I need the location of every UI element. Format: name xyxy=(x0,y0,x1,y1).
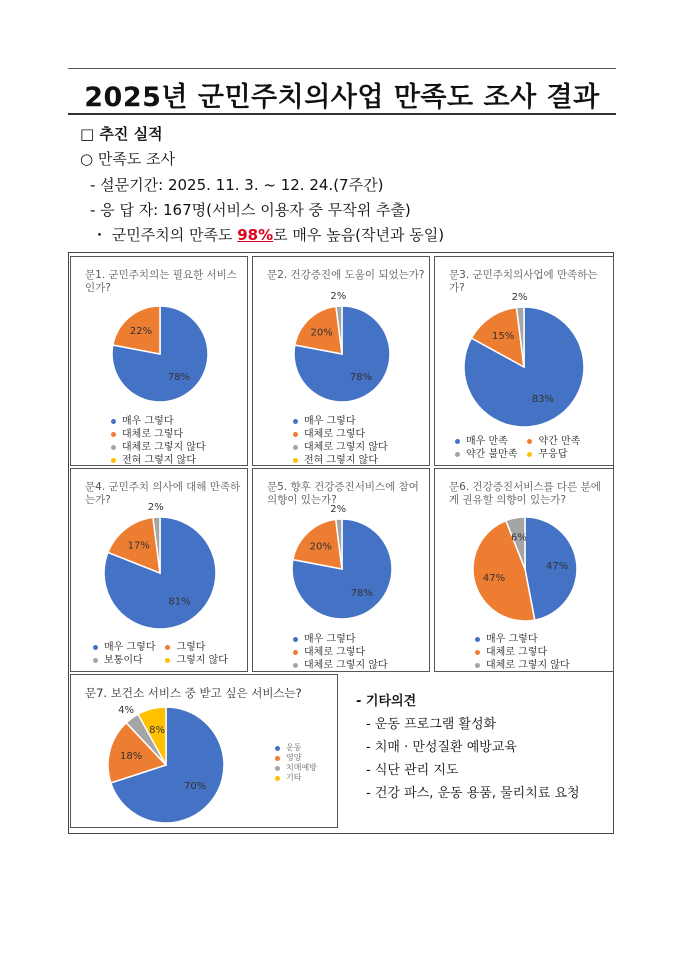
legend-item xyxy=(293,633,388,646)
legend-swatch xyxy=(475,637,480,642)
chart-cell-4 xyxy=(70,468,248,672)
legend-label: 약간 불만족 xyxy=(466,449,518,460)
legend-item xyxy=(475,659,570,672)
legend-label: 대체로 그렇지 않다 xyxy=(304,660,388,671)
legend-swatch xyxy=(275,746,280,751)
opinion-item: - 운동 프로그램 활성화 xyxy=(366,717,497,732)
legend-swatch xyxy=(293,419,298,424)
pie-data-label: 47% xyxy=(482,572,506,584)
legend-item xyxy=(475,646,570,659)
chart-title: 문4. 군민주치 의사에 대해 만족하는가? xyxy=(85,481,241,506)
legend-item xyxy=(111,428,206,441)
title-bar xyxy=(68,68,616,115)
summary-pre: ・ 군민주치의 만족도 xyxy=(92,226,238,244)
legend-swatch xyxy=(293,650,298,655)
pie-data-label: 15% xyxy=(491,331,515,343)
legend-item xyxy=(293,428,388,441)
chart-cell-2 xyxy=(252,256,430,466)
opinions-title: - 기타의견 xyxy=(356,694,417,709)
legend-label: 운동 xyxy=(286,743,302,752)
legend-label: 그렇다 xyxy=(176,642,206,653)
pie-data-label: 78% xyxy=(350,587,373,599)
legend-item xyxy=(475,633,570,646)
legend-item xyxy=(293,646,388,659)
summary-line xyxy=(92,224,444,245)
survey-period: - 설문기간: 2025. 11. 3. ~ 12. 24.(7주간) xyxy=(90,176,384,194)
legend-label: 대체로 그렇지 않다 xyxy=(486,660,570,671)
legend-label: 전혀 그렇지 않다 xyxy=(122,455,196,466)
legend-swatch xyxy=(93,658,98,663)
pie-data-label: 83% xyxy=(531,394,555,406)
legend-swatch xyxy=(455,439,460,444)
legend-swatch xyxy=(293,637,298,642)
chart-cell-3 xyxy=(434,256,614,466)
legend-swatch xyxy=(275,776,280,781)
legend-swatch xyxy=(111,432,116,437)
legend-swatch xyxy=(475,663,480,668)
legend-item xyxy=(527,448,580,461)
opinion-item: - 식단 관리 지도 xyxy=(366,763,459,778)
legend-label: 매우 그렇다 xyxy=(304,416,356,427)
pie-data-label: 6% xyxy=(511,532,527,544)
pie-data-label: 81% xyxy=(168,596,191,608)
legend-label: 매우 그렇다 xyxy=(122,416,174,427)
legend-swatch xyxy=(275,756,280,761)
legend-label: 매우 그렇다 xyxy=(104,642,156,653)
chart-title: 문5. 향후 건강증진서비스에 참여 의향이 있는가? xyxy=(267,481,419,506)
pie-data-label: 2% xyxy=(330,291,347,303)
section-heading: □ 추진 실적 xyxy=(80,125,163,143)
legend-swatch xyxy=(165,658,170,663)
legend-swatch xyxy=(455,452,460,457)
pie-data-label: 4% xyxy=(118,704,134,716)
chart-cell-7 xyxy=(70,674,338,828)
legend-item xyxy=(275,763,317,773)
legend-item xyxy=(111,415,206,428)
legend-item xyxy=(93,654,155,667)
page-title: 2025년 군민주치의사업 만족도 조사 결과 xyxy=(84,82,600,113)
pie-data-label: 2% xyxy=(147,502,164,514)
pie-data-label: 2% xyxy=(511,292,528,304)
pie-data-label: 20% xyxy=(309,541,332,553)
legend-swatch xyxy=(111,458,116,463)
respondents: - 응 답 자: 167명(서비스 이용자 중 무작위 추출) xyxy=(90,201,411,219)
legend-item xyxy=(527,435,580,448)
legend-item xyxy=(165,654,227,667)
legend-label: 약간 만족 xyxy=(538,436,581,447)
legend-item xyxy=(293,454,388,466)
legend-swatch xyxy=(93,645,98,650)
pie-data-label: 78% xyxy=(167,371,191,383)
legend-swatch xyxy=(475,650,480,655)
pie-data-label: 17% xyxy=(127,540,150,552)
legend-item xyxy=(111,454,206,466)
legend-label: 매우 그렇다 xyxy=(304,634,356,645)
legend-swatch xyxy=(293,445,298,450)
summary-highlight: 98% xyxy=(237,226,274,244)
chart-cell-6 xyxy=(434,468,614,672)
legend-item xyxy=(275,773,317,783)
chart-cell-1 xyxy=(70,256,248,466)
legend-label: 대체로 그렇다 xyxy=(486,647,548,658)
opinion-item: - 치매 · 만성질환 예방교육 xyxy=(366,740,517,755)
pie-data-label: 8% xyxy=(149,725,165,737)
legend-label: 치매예방 xyxy=(286,763,317,772)
legend-item xyxy=(455,448,517,461)
legend-swatch xyxy=(293,432,298,437)
pie-data-label: 18% xyxy=(120,751,143,763)
pie-data-label: 47% xyxy=(545,560,569,572)
pie-data-label: 22% xyxy=(129,326,153,338)
legend-label: 무응답 xyxy=(538,449,568,460)
legend-swatch xyxy=(527,452,532,457)
pie-data-label: 2% xyxy=(330,504,347,516)
legend-item xyxy=(93,641,155,654)
legend-item xyxy=(293,415,388,428)
legend-swatch xyxy=(165,645,170,650)
legend-swatch xyxy=(293,663,298,668)
legend-item xyxy=(275,743,317,753)
legend-label: 전혀 그렇지 않다 xyxy=(304,455,378,466)
legend-swatch xyxy=(111,445,116,450)
legend-item xyxy=(165,641,227,654)
chart-title: 문3. 군민주치의사업에 만족하는가? xyxy=(449,269,598,294)
chart-title: 문6. 건강증진서비스를 다른 분에게 권유할 의향이 있는가? xyxy=(449,481,601,506)
pie-data-label: 20% xyxy=(310,327,333,339)
summary-post: 로 매우 높음(작년과 동일) xyxy=(273,226,445,244)
chart-title: 문7. 보건소 서비스 중 받고 싶은 서비스는? xyxy=(85,686,302,700)
legend-label: 대체로 그렇다 xyxy=(122,429,184,440)
legend-item xyxy=(293,659,388,672)
legend-label: 매우 그렇다 xyxy=(486,634,538,645)
chart-title: 문1. 군민주치의는 필요한 서비스인가? xyxy=(85,269,237,294)
legend-label: 영양 xyxy=(286,753,302,762)
legend-label: 매우 만족 xyxy=(466,436,508,447)
legend-item xyxy=(455,435,517,448)
opinion-item: - 건강 파스, 운동 용품, 물리치료 요청 xyxy=(366,786,580,801)
legend-label: 그렇지 않다 xyxy=(176,655,228,666)
legend-item xyxy=(293,441,388,454)
chart-cell-5 xyxy=(252,468,430,672)
chart-title: 문2. 건강증진에 도움이 되었는가? xyxy=(267,269,425,281)
legend-label: 보통이다 xyxy=(104,655,143,666)
legend-swatch xyxy=(293,458,298,463)
legend-label: 대체로 그렇다 xyxy=(304,647,366,658)
legend-item xyxy=(275,753,317,763)
legend-label: 대체로 그렇지 않다 xyxy=(304,442,388,453)
legend-label: 기타 xyxy=(286,773,302,782)
legend-item xyxy=(111,441,206,454)
legend-swatch xyxy=(527,439,532,444)
legend-swatch xyxy=(111,419,116,424)
pie-data-label: 78% xyxy=(349,371,373,383)
subsection-heading: ○ 만족도 조사 xyxy=(80,150,176,168)
legend-label: 대체로 그렇다 xyxy=(304,429,366,440)
legend-swatch xyxy=(275,766,280,771)
pie-data-label: 70% xyxy=(183,781,207,793)
legend-label: 대체로 그렇지 않다 xyxy=(122,442,206,453)
